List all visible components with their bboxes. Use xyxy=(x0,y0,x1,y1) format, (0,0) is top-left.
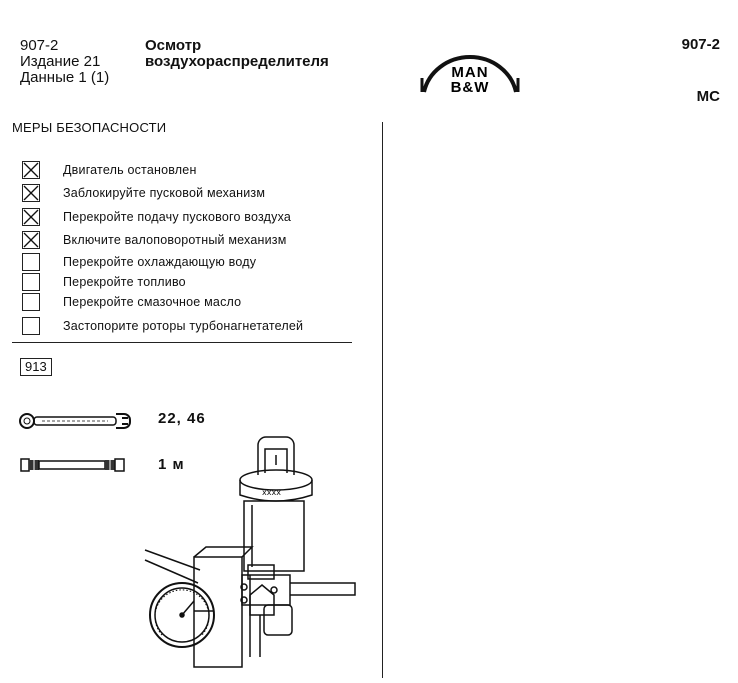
checklist-item xyxy=(22,183,265,203)
check-cross-icon xyxy=(23,162,39,178)
right-doc-number: 907-2 xyxy=(681,36,720,53)
wrench-sizes: 22, 46 xyxy=(158,410,206,427)
edition: Издание 21 xyxy=(20,53,101,70)
check-cross-icon xyxy=(23,209,39,225)
page-title xyxy=(145,38,329,70)
man-bw-logo xyxy=(418,42,522,99)
column-divider xyxy=(382,122,383,678)
svg-text:MAN: MAN xyxy=(451,64,489,81)
checkbox[interactable] xyxy=(22,273,40,291)
checkbox[interactable] xyxy=(22,184,40,202)
hose-icon xyxy=(20,456,130,479)
checklist-label: Перекройте подачу пускового воздуха xyxy=(63,210,292,224)
check-cross-icon xyxy=(23,232,39,248)
checklist-item xyxy=(22,292,241,312)
checklist-item xyxy=(22,316,303,336)
check-cross-icon xyxy=(23,185,39,201)
title-line-2: воздухораспределителя xyxy=(145,53,329,70)
checkbox[interactable] xyxy=(22,208,40,226)
reference-box: 913 xyxy=(20,358,52,376)
checklist-label: Заблокируйте пусковой механизм xyxy=(63,186,266,200)
svg-text:xxxx: xxxx xyxy=(262,488,281,497)
checklist-label: Включите валоповоротный механизм xyxy=(63,233,287,247)
checkbox[interactable] xyxy=(22,293,40,311)
checklist-item xyxy=(22,207,291,227)
data-info: Данные 1 (1) xyxy=(20,69,110,86)
wrench-icon xyxy=(18,410,133,437)
checkbox[interactable] xyxy=(22,231,40,249)
checklist-label: Застопорите роторы турбонагнетателей xyxy=(63,319,304,333)
section-divider xyxy=(12,342,352,343)
checkbox[interactable] xyxy=(22,253,40,271)
pressure-tester-illustration xyxy=(140,435,370,683)
checklist-label: Перекройте топливо xyxy=(63,275,186,289)
checklist-item xyxy=(22,230,287,250)
checklist-item xyxy=(22,252,256,272)
checklist-label: Перекройте охлаждающую воду xyxy=(63,255,257,269)
doc-number: 907-2 xyxy=(20,37,59,54)
checklist-label: Двигатель остановлен xyxy=(63,163,197,177)
checklist-item xyxy=(22,272,186,292)
document-info xyxy=(20,38,109,86)
checklist-label: Перекройте смазочное масло xyxy=(63,295,242,309)
checklist-item xyxy=(22,160,197,180)
checkbox[interactable] xyxy=(22,161,40,179)
engine-code: MC xyxy=(696,88,720,105)
title-line-1: Осмотр xyxy=(145,37,202,54)
checkbox[interactable] xyxy=(22,317,40,335)
hose-length: 1 м xyxy=(158,456,185,473)
svg-text:B&W: B&W xyxy=(450,79,490,94)
safety-title: МЕРЫ БЕЗОПАСНОСТИ xyxy=(12,120,167,135)
